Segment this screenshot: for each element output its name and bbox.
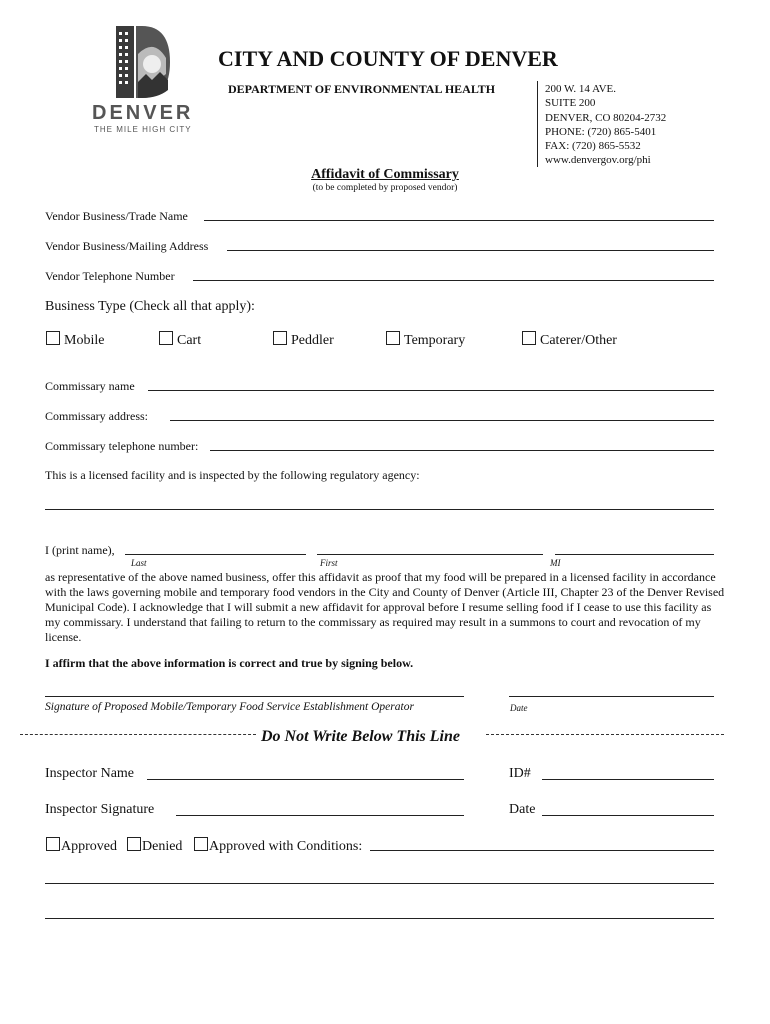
commissary-address-field[interactable] — [170, 420, 714, 421]
checkbox-square-icon[interactable] — [46, 837, 60, 851]
vendor-address-label: Vendor Business/Mailing Address — [45, 239, 209, 253]
address-line: SUITE 200 — [545, 97, 596, 110]
checkbox-approved[interactable] — [46, 837, 117, 855]
middle-initial-caption: MI — [550, 558, 561, 568]
checkbox-label: Denied — [142, 839, 183, 854]
address-block — [545, 82, 666, 168]
id-label: ID# — [509, 766, 531, 781]
checkbox-label: Cart — [177, 333, 202, 348]
checkbox-approved-with-conditions[interactable] — [194, 837, 362, 855]
operator-signature-field[interactable] — [45, 696, 464, 697]
checkbox-peddler[interactable] — [273, 331, 334, 349]
last-name-field[interactable] — [125, 554, 306, 555]
inspector-name-label: Inspector Name — [45, 766, 135, 781]
affirm-text: I affirm that the above information is correct and true by signing below. — [45, 656, 414, 670]
address-line: 200 W. 14 AVE. — [545, 83, 617, 95]
licensed-statement: This is a licensed facility and is inspected by the following regulatory agency: — [45, 468, 420, 482]
checkbox-square-icon[interactable] — [522, 331, 536, 345]
denver-skyline-icon — [88, 24, 198, 104]
first-name-caption: First — [320, 558, 338, 568]
checkbox-square-icon[interactable] — [127, 837, 141, 851]
logo-tagline: THE MILE HIGH CITY — [94, 125, 192, 134]
checkbox-temporary[interactable] — [386, 331, 465, 349]
checkbox-cart[interactable] — [159, 331, 201, 349]
dashed-divider-right — [486, 734, 724, 735]
checkbox-square-icon[interactable] — [386, 331, 400, 345]
operator-date-field[interactable] — [509, 696, 714, 697]
dashed-divider-left — [20, 734, 256, 735]
phone-line: PHONE: (720) 865-5401 — [545, 125, 657, 138]
middle-initial-field[interactable] — [555, 554, 714, 555]
conditions-field[interactable] — [370, 850, 714, 851]
checkbox-denied[interactable] — [127, 837, 182, 855]
form-subtitle: (to be completed by proposed vendor) — [312, 183, 458, 193]
first-name-field[interactable] — [317, 554, 543, 555]
website-line: www.denvergov.org/phi — [545, 154, 651, 167]
commissary-name-label: Commissary name — [45, 379, 135, 393]
checkbox-label: Peddler — [291, 333, 334, 348]
checkbox-label: Approved — [61, 839, 117, 854]
regulatory-agency-field[interactable] — [45, 509, 714, 510]
inspector-date-field[interactable] — [542, 815, 714, 816]
checkbox-label: Approved with Conditions: — [209, 839, 363, 854]
affidavit-text: as representative of the above named business, offer this affidavit as proof that my food will be prepared in a licensed facility in accordance with the laws governing mobile and temporary food vendors in the City and County of Denver (Article III, Chapter 23 of the Denver Revised Municipal Code). I acknowledge that I will submit a new affidavit for approval before I resume selling food if I cease to use this facility as my commissary. I understand that failing to return to the commissary as required may result in a summons to court and revocation of my license. — [45, 570, 725, 644]
commissary-name-field[interactable] — [148, 390, 714, 391]
date-caption: Date — [510, 703, 528, 713]
checkbox-label: Temporary — [404, 333, 466, 348]
fax-line: FAX: (720) 865-5532 — [545, 140, 641, 153]
inspector-name-field[interactable] — [147, 779, 464, 780]
do-not-write-text: Do Not Write Below This Line — [261, 728, 460, 745]
denver-logo — [88, 24, 198, 136]
conditions-field-line-2[interactable] — [45, 883, 714, 884]
checkbox-square-icon[interactable] — [159, 331, 173, 345]
vendor-address-field[interactable] — [227, 250, 714, 251]
print-name-label: I (print name), — [45, 543, 115, 557]
checkbox-mobile[interactable] — [46, 331, 104, 349]
commissary-phone-label: Commissary telephone number: — [45, 439, 199, 453]
vendor-phone-label: Vendor Telephone Number — [45, 269, 175, 283]
signature-caption: Signature of Proposed Mobile/Temporary Food Service Establishment Operator — [45, 701, 414, 713]
header-divider — [537, 81, 538, 167]
checkbox-label: Mobile — [64, 333, 105, 348]
address-line: DENVER, CO 80204-2732 — [545, 111, 667, 124]
checkbox-caterer-other[interactable] — [522, 331, 617, 349]
commissary-address-label: Commissary address: — [45, 409, 148, 423]
checkbox-label: Caterer/Other — [540, 333, 617, 348]
checkbox-square-icon[interactable] — [46, 331, 60, 345]
form-title: Affidavit of Commissary — [311, 167, 459, 182]
header-title: CITY AND COUNTY OF DENVER — [218, 46, 558, 71]
inspector-id-field[interactable] — [542, 779, 714, 780]
logo-wordmark: DENVER — [92, 102, 194, 124]
last-name-caption: Last — [131, 558, 147, 568]
vendor-name-field[interactable] — [204, 220, 714, 221]
department-name: DEPARTMENT OF ENVIRONMENTAL HEALTH — [228, 82, 496, 96]
vendor-name-label: Vendor Business/Trade Name — [45, 209, 188, 223]
inspector-signature-field[interactable] — [176, 815, 464, 816]
checkbox-square-icon[interactable] — [273, 331, 287, 345]
vendor-phone-field[interactable] — [193, 280, 714, 281]
commissary-phone-field[interactable] — [210, 450, 714, 451]
inspector-date-label: Date — [509, 802, 536, 817]
conditions-field-line-3[interactable] — [45, 918, 714, 919]
business-type-label: Business Type (Check all that apply): — [45, 299, 255, 314]
inspector-signature-label: Inspector Signature — [45, 802, 155, 817]
checkbox-square-icon[interactable] — [194, 837, 208, 851]
